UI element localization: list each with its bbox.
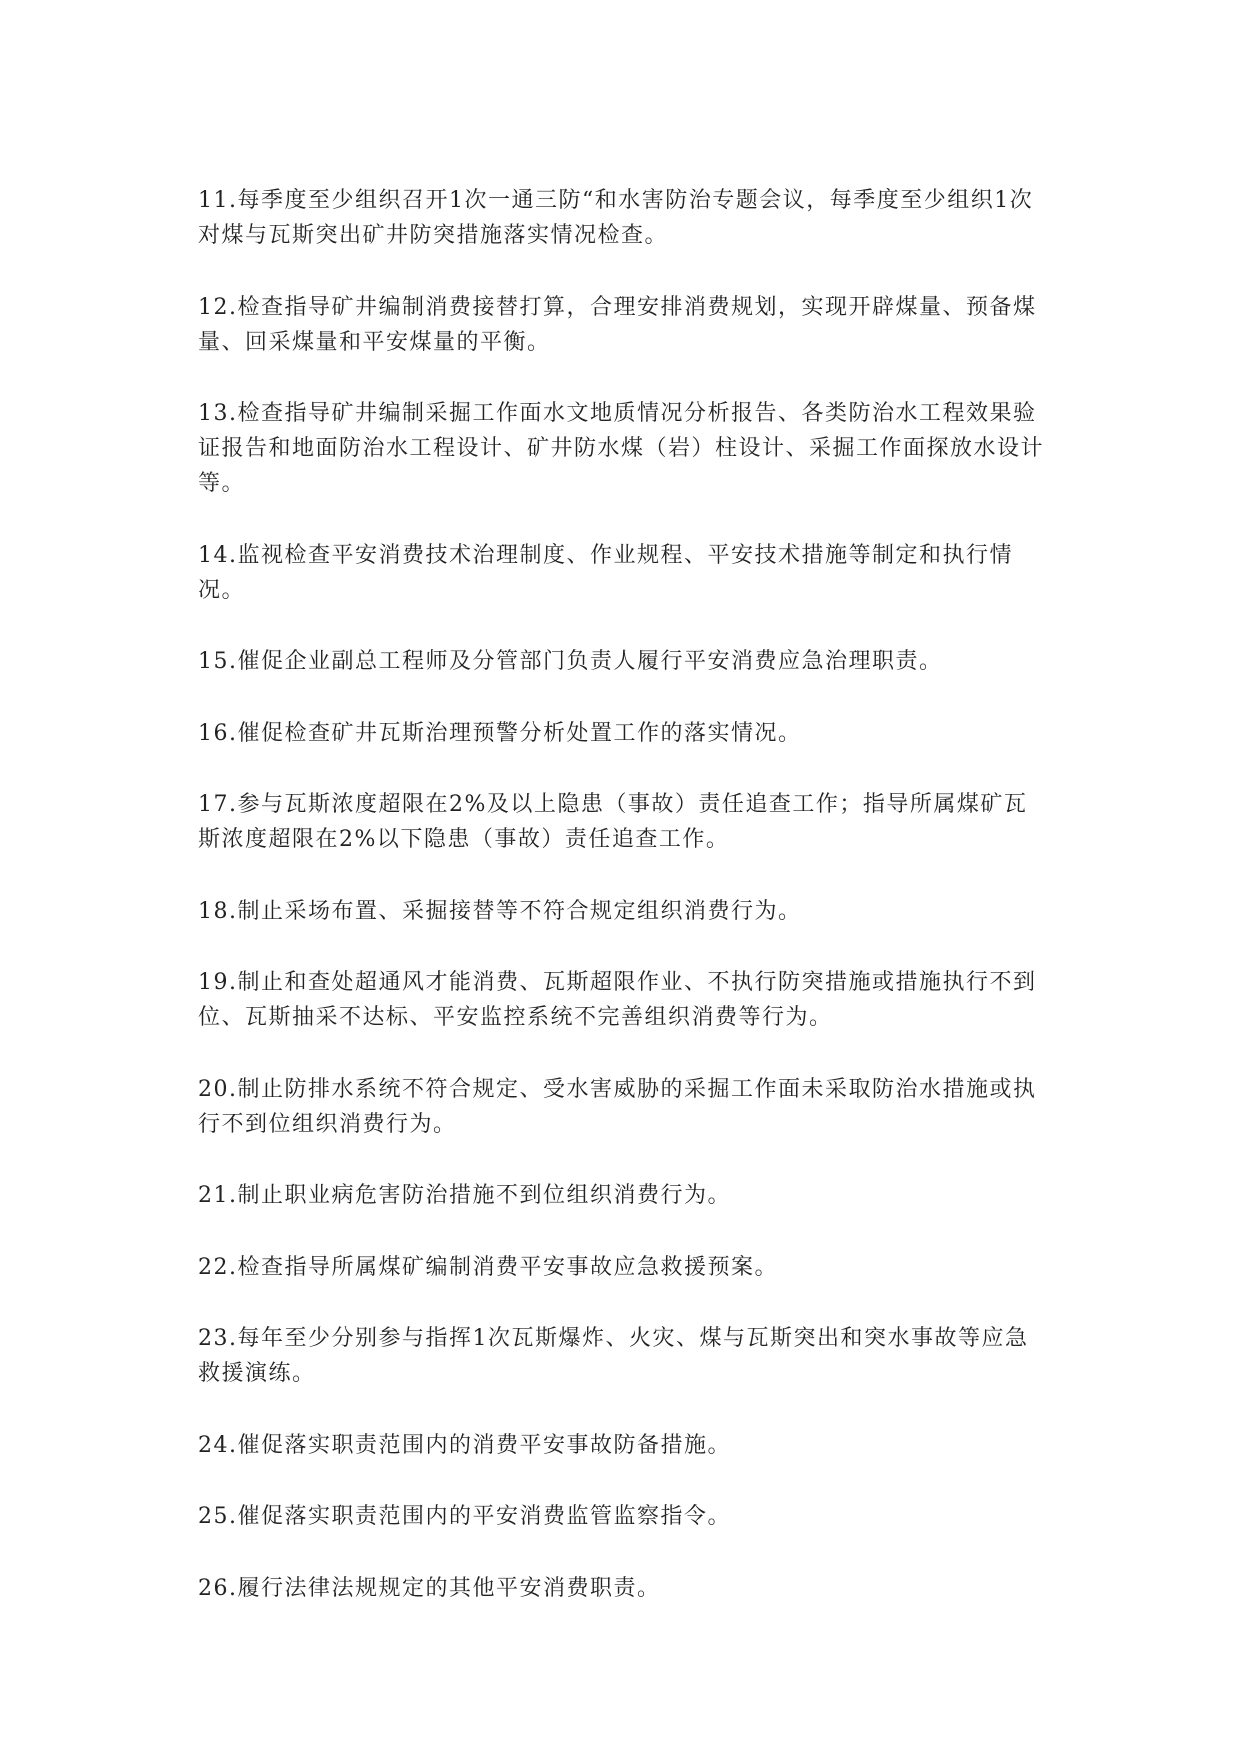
duty-item-24: 24.催促落实职责范围内的消费平安事故防备措施。 <box>198 1432 731 1458</box>
duty-item-25: 25.催促落实职责范围内的平安消费监管监察指令。 <box>198 1504 731 1529</box>
duty-item-19: 19.制止和查处超通风才能消费、瓦斯超限作业、不执行防突措施或措施执行不到位、瓦斯抽采不达标、平安监控系统不完善组织消费等行为。 <box>198 970 1037 1030</box>
document-body <box>198 183 1048 1642</box>
duty-item-26: 26.履行法律法规规定的其他平安消费职责。 <box>198 1575 661 1601</box>
duty-item-17: 17.参与瓦斯浓度超限在2%及以上隐患（事故）责任追查工作；指导所属煤矿瓦斯浓度超限在2%以下隐患（事故）责任追查工作。 <box>198 792 1028 852</box>
duty-item-11: 11.每季度至少组织召开1次一通三防“和水害防治专题会议，每季度至少组织1次对煤与瓦斯突出矿井防突措施落实情况检查。 <box>198 188 1034 248</box>
duty-item-23: 23.每年至少分别参与指挥1次瓦斯爆炸、火灾、煤与瓦斯突出和突水事故等应急救援演练。 <box>198 1326 1029 1386</box>
duty-item-18: 18.制止采场布置、采掘接替等不符合规定组织消费行为。 <box>198 898 802 924</box>
duty-item-13: 13.检查指导矿井编制采掘工作面水文地质情况分析报告、各类防治水工程效果验证报告和地面防治水工程设计、矿井防水煤（岩）柱设计、采掘工作面探放水设计等。 <box>198 401 1045 496</box>
duty-item-20: 20.制止防排水系统不符合规定、受水害威胁的采掘工作面未采取防治水措施或执行不到位组织消费行为。 <box>198 1076 1037 1137</box>
duty-item-22: 22.检查指导所属煤矿编制消费平安事故应急救援预案。 <box>198 1254 778 1280</box>
duty-item-12: 12.检查指导矿井编制消费接替打算，合理安排消费规划，实现开辟煤量、预备煤量、回采煤量和平安煤量的平衡。 <box>198 294 1037 355</box>
duty-item-14: 14.监视检查平安消费技术治理制度、作业规程、平安技术措施等制定和执行情况。 <box>198 542 1013 603</box>
duty-item-21: 21.制止职业病危害防治措施不到位组织消费行为。 <box>198 1183 731 1208</box>
duty-item-15: 15.催促企业副总工程师及分管部门负责人履行平安消费应急治理职责。 <box>198 649 943 674</box>
duty-item-16: 16.催促检查矿井瓦斯治理预警分析处置工作的落实情况。 <box>198 720 802 746</box>
